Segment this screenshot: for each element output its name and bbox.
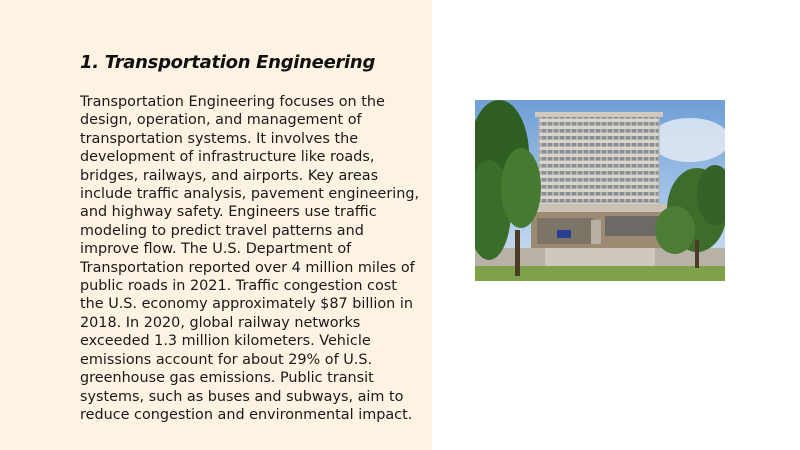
- building-photo: [475, 100, 725, 281]
- section-heading: 1. Transportation Engineering: [80, 52, 376, 73]
- section-body-text: Transportation Engineering focuses on the design, operation, and management of transportation systems. It involves the development of infrastructure like roads, bridges, railways, and airports. Key areas include traffic analysis, pavement engineering, and highway safety. Engineers use traffic modeling to predict travel patterns and improve flow. The U.S. Department of Transportation reported over 4 million miles of public roads in 2021. Traffic congestion cost the U.S. economy approximately $87 billion in 2018. In 2020, global railway networks exceeded 1.3 million kilometers. Vehicle emissions account for about 29% of U.S. greenhouse gas emissions. Public transit systems, such as buses and subways, aim to reduce congestion and environmental impact.: [80, 94, 420, 423]
